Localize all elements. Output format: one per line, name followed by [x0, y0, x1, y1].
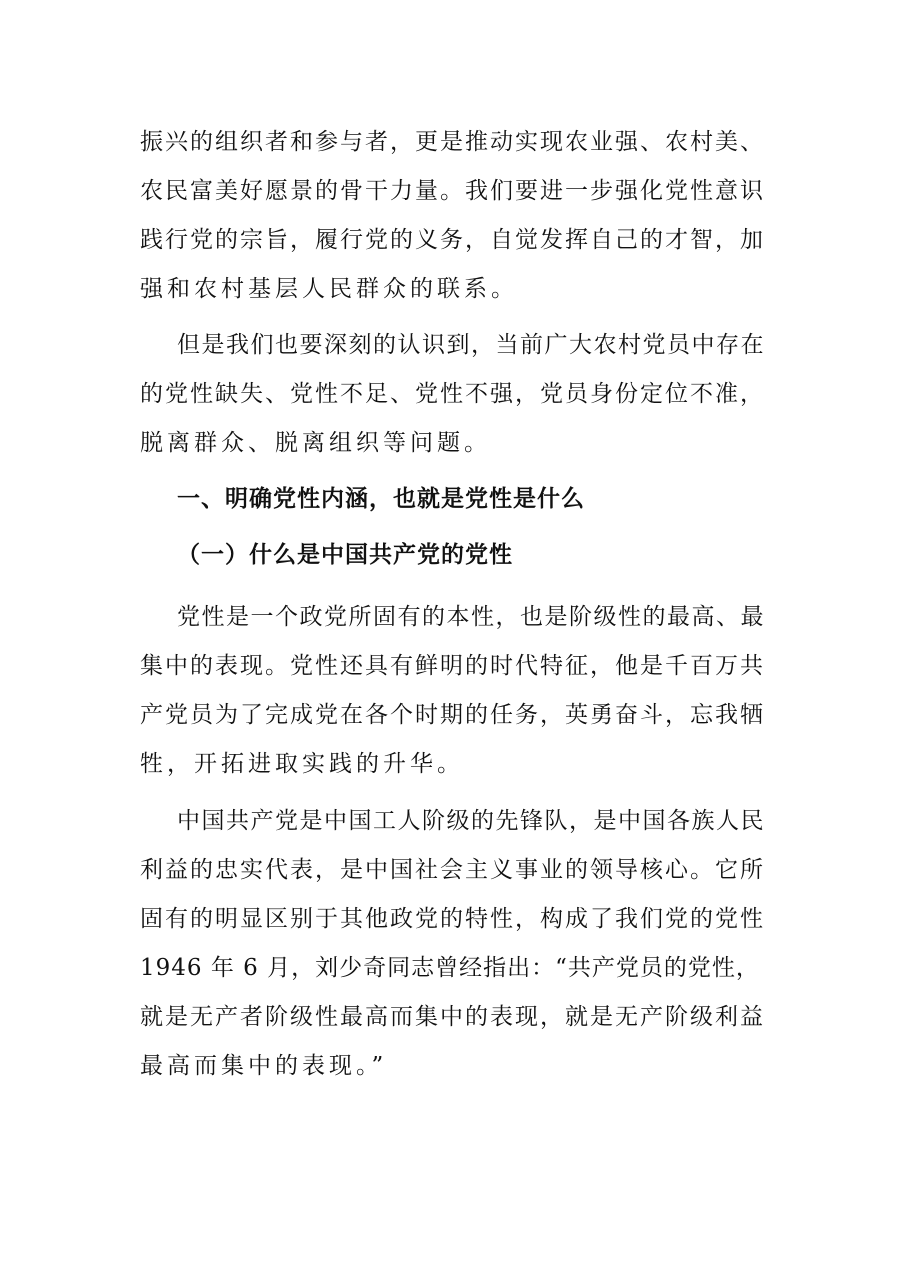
- paragraph-2-line-1: 但是我们也要深刻的认识到，当前广大农村党员中存在: [177, 332, 765, 358]
- subsection-heading: （一）什么是中国共产党的党性: [177, 542, 513, 568]
- paragraph-4-line-1: 中国共产党是中国工人阶级的先锋队，是中国各族人民: [177, 808, 765, 834]
- paragraph-3-line-2: 集中的表现。党性还具有鲜明的时代特征，他是千百万共: [140, 653, 765, 679]
- paragraph-4-line-5: 就是无产者阶级性最高而集中的表现，就是无产阶级利益: [140, 1004, 765, 1030]
- paragraph-4-line-3: 固有的明显区别于其他政党的特性，构成了我们党的党性: [140, 906, 765, 932]
- paragraph-3-line-4: 牲，开拓进取实践的升华。: [140, 751, 464, 777]
- section-heading: 一、明确党性内涵，也就是党性是什么: [177, 486, 585, 512]
- paragraph-1-line-2: 农民富美好愿景的骨干力量。我们要进一步强化党性意识: [140, 178, 765, 204]
- paragraph-1-line-1: 振兴的组织者和参与者，更是推动实现农业强、农村美、: [140, 129, 765, 155]
- paragraph-4-line-4: 1946 年 6 月，刘少奇同志曾经指出：“共产党员的党性，: [140, 955, 760, 981]
- paragraph-1-line-3: 践行党的宗旨，履行党的义务，自觉发挥自己的才智，加: [140, 227, 765, 253]
- paragraph-3-line-3: 产党员为了完成党在各个时期的任务，英勇奋斗，忘我牺: [140, 702, 765, 728]
- paragraph-1-line-4: 强和农村基层人民群众的联系。: [140, 276, 518, 302]
- paragraph-4-line-6: 最高而集中的表现。”: [140, 1053, 388, 1079]
- paragraph-2-line-2: 的党性缺失、党性不足、党性不强，党员身份定位不准，: [140, 381, 765, 407]
- paragraph-3-line-1: 党性是一个政党所固有的本性，也是阶级性的最高、最: [177, 604, 765, 630]
- paragraph-2-line-3: 脱离群众、脱离组织等问题。: [140, 430, 491, 456]
- paragraph-4-line-2: 利益的忠实代表，是中国社会主义事业的领导核心。它所: [140, 857, 765, 883]
